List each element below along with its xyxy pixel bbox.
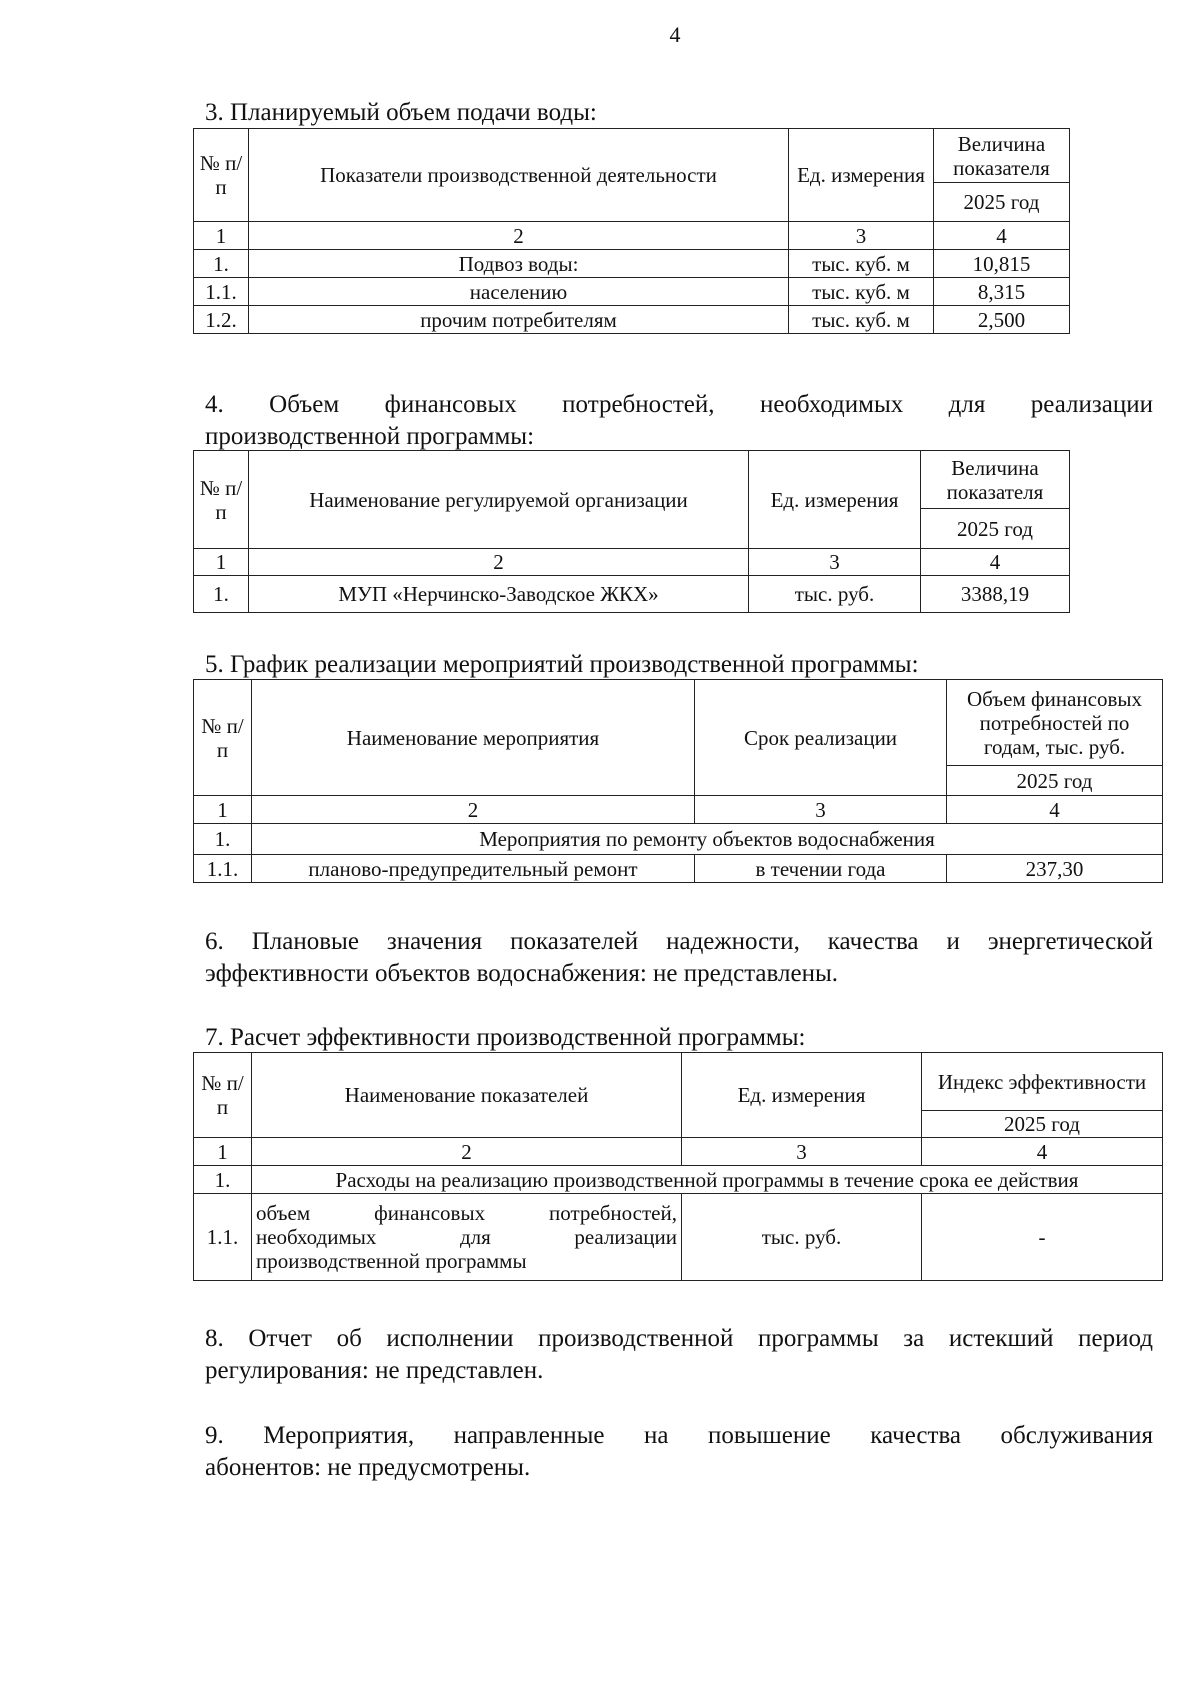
header-num: № п/п [194, 451, 249, 549]
table-row [194, 278, 1070, 306]
col-number: 3 [682, 1138, 922, 1166]
row-unit: тыс. руб. [749, 576, 921, 613]
water-supply-table [193, 128, 1070, 334]
section-9-line: абонентов: не предусмотрены. [205, 1454, 531, 1481]
section-4-title-line: 4. Объем финансовых потребностей, необходимых для реализации [205, 391, 1153, 418]
row-term: в течении года [695, 855, 947, 883]
row-value: 237,30 [947, 855, 1163, 883]
col-number: 1 [194, 1138, 252, 1166]
header-unit: Ед. измерения [682, 1053, 922, 1138]
schedule-table [193, 679, 1163, 883]
row-name: Мероприятия по ремонту объектов водоснабжения [252, 824, 1163, 855]
header-year: 2025 год [947, 766, 1163, 796]
col-number: 4 [947, 796, 1163, 824]
efficiency-table [193, 1052, 1163, 1281]
header-unit: Ед. измерения [789, 129, 934, 222]
section-4-title [205, 389, 1153, 453]
row-num: 1. [194, 250, 249, 278]
table-row [194, 1194, 1163, 1281]
table-row [194, 576, 1070, 613]
col-number: 4 [934, 222, 1070, 250]
col-number: 3 [749, 549, 921, 576]
row-name-line: необходимых для реализации [256, 1225, 677, 1249]
header-num: № п/п [194, 680, 252, 796]
row-num: 1. [194, 576, 249, 613]
header-year: 2025 год [922, 1111, 1163, 1138]
table-row [194, 824, 1163, 855]
section-7-title: 7. Расчет эффективности производственной программы: [205, 1024, 806, 1051]
section-6-text [205, 926, 1153, 990]
section-9-text [205, 1420, 1153, 1484]
row-name: Подвоз воды: [249, 250, 789, 278]
row-num: 1.1. [194, 1194, 252, 1281]
section-4-title-line: производственной программы: [205, 423, 535, 450]
col-number: 2 [252, 796, 695, 824]
col-number: 2 [252, 1138, 682, 1166]
section-3-title: 3. Планируемый объем подачи воды: [205, 99, 597, 126]
header-finance: Объем финансовых потребностей по годам, тыс. руб. [947, 680, 1163, 766]
row-unit: тыс. куб. м [789, 306, 934, 334]
row-num: 1. [194, 1166, 252, 1194]
row-name-line: производственной программы [256, 1249, 527, 1273]
row-name: планово-предупредительный ремонт [252, 855, 695, 883]
row-num: 1. [194, 824, 252, 855]
col-number: 1 [194, 222, 249, 250]
row-value: 10,815 [934, 250, 1070, 278]
row-value: 2,500 [934, 306, 1070, 334]
col-number: 3 [695, 796, 947, 824]
header-org: Наименование регулируемой организации [249, 451, 749, 549]
header-event: Наименование мероприятия [252, 680, 695, 796]
header-index: Индекс эффективности [922, 1053, 1163, 1111]
row-name: Расходы на реализацию производственной программы в течение срока ее действия [252, 1166, 1163, 1194]
header-indicator: Показатели производственной деятельности [249, 129, 789, 222]
col-number: 3 [789, 222, 934, 250]
row-unit: тыс. куб. м [789, 278, 934, 306]
col-number: 1 [194, 549, 249, 576]
table-row [194, 306, 1070, 334]
header-indicator: Наименование показателей [252, 1053, 682, 1138]
row-name: МУП «Нерчинско-Заводское ЖКХ» [249, 576, 749, 613]
section-5-title: 5. График реализации мероприятий производственной программы: [205, 651, 919, 678]
section-8-text [205, 1323, 1153, 1387]
row-unit: тыс. куб. м [789, 250, 934, 278]
row-num: 1.1. [194, 855, 252, 883]
row-name [252, 1194, 682, 1281]
header-value: Величина показателя [921, 451, 1070, 509]
row-value: - [922, 1194, 1163, 1281]
section-6-line: эффективности объектов водоснабжения: не представлены. [205, 960, 838, 987]
header-year: 2025 год [934, 183, 1070, 222]
header-year: 2025 год [921, 509, 1070, 549]
header-unit: Ед. измерения [749, 451, 921, 549]
section-8-line: 8. Отчет об исполнении производственной программы за истекший период [205, 1325, 1153, 1352]
row-num: 1.2. [194, 306, 249, 334]
col-number: 4 [921, 549, 1070, 576]
section-9-line: 9. Мероприятия, направленные на повышение качества обслуживания [205, 1422, 1153, 1449]
header-value: Величина показателя [934, 129, 1070, 183]
row-name-line: объем финансовых потребностей, [256, 1201, 677, 1225]
row-unit: тыс. руб. [682, 1194, 922, 1281]
header-num: № п/п [194, 129, 249, 222]
header-num: № п/п [194, 1053, 252, 1138]
header-term: Срок реализации [695, 680, 947, 796]
page-number: 4 [669, 22, 681, 47]
col-number: 4 [922, 1138, 1163, 1166]
row-name: населению [249, 278, 789, 306]
table-row [194, 250, 1070, 278]
section-8-line: регулирования: не представлен. [205, 1357, 544, 1384]
col-number: 2 [249, 222, 789, 250]
table-row [194, 855, 1163, 883]
row-value: 8,315 [934, 278, 1070, 306]
table-row [194, 1166, 1163, 1194]
col-number: 2 [249, 549, 749, 576]
section-6-line: 6. Плановые значения показателей надежности, качества и энергетической [205, 928, 1153, 955]
col-number: 1 [194, 796, 252, 824]
row-name: прочим потребителям [249, 306, 789, 334]
row-num: 1.1. [194, 278, 249, 306]
row-value: 3388,19 [921, 576, 1070, 613]
financial-needs-table [193, 450, 1070, 613]
